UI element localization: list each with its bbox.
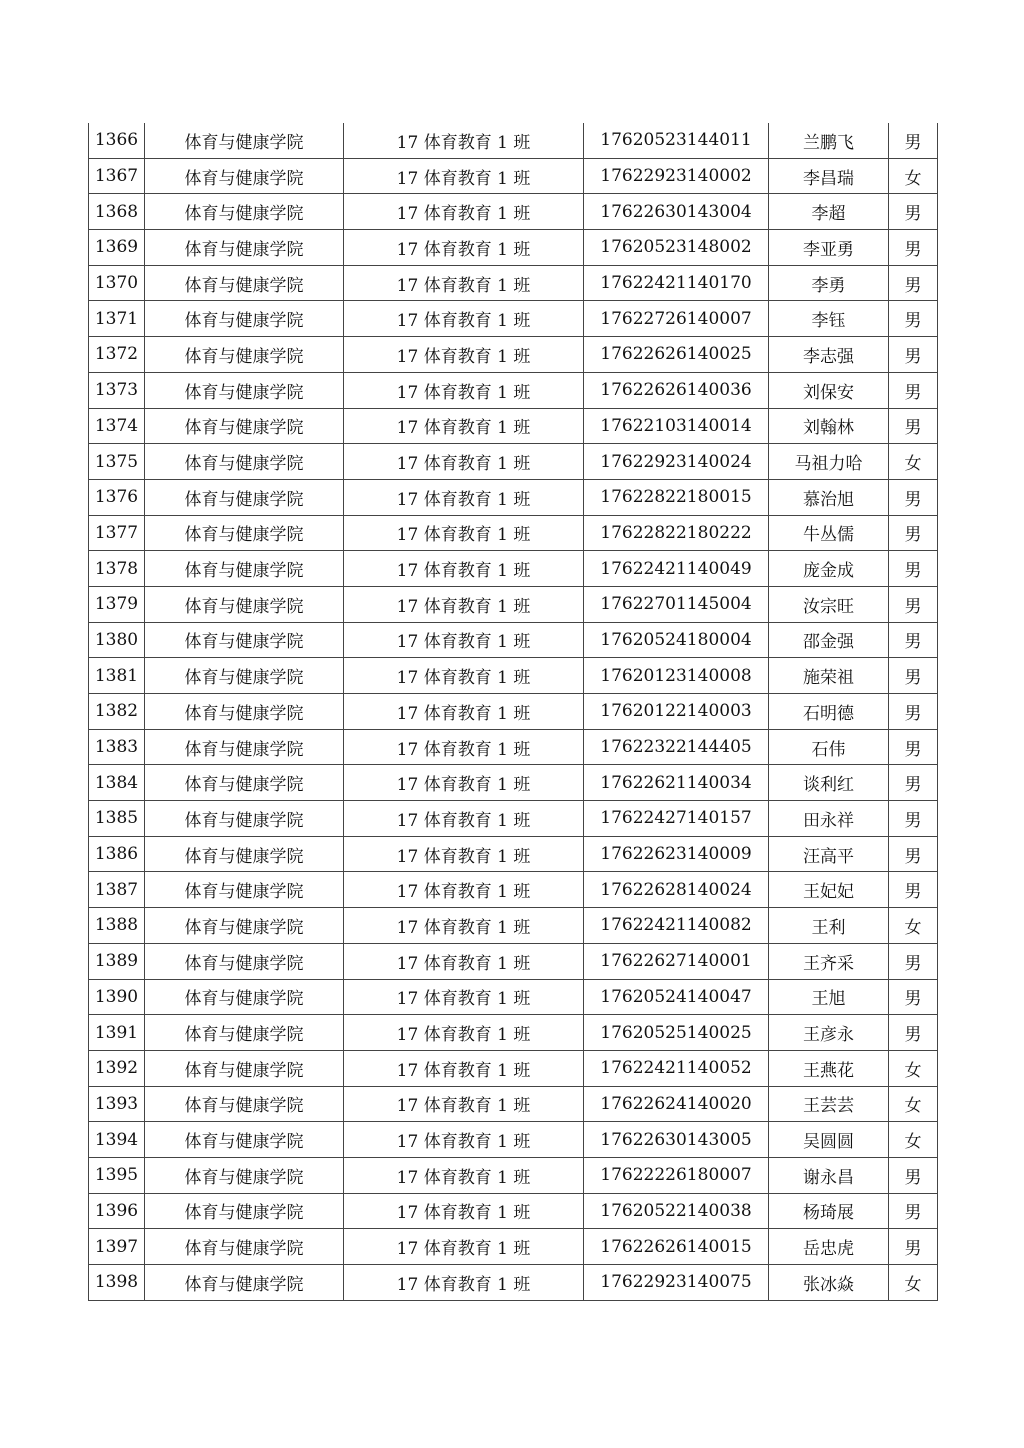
student-id-cell: 17622626140015 [584,1229,769,1265]
row-number-cell: 1389 [89,943,145,979]
gender-cell: 男 [889,622,938,658]
row-number-cell: 1391 [89,1015,145,1051]
college-cell: 体育与健康学院 [145,872,344,908]
gender-cell: 男 [889,658,938,694]
gender-cell: 男 [889,836,938,872]
table-row [89,408,938,444]
table-row [89,372,938,408]
student-name-cell: 李勇 [769,265,889,301]
gender-cell: 男 [889,729,938,765]
college-cell: 体育与健康学院 [145,1122,344,1158]
student-name-cell: 汪高平 [769,836,889,872]
student-name-cell: 王燕花 [769,1050,889,1086]
gender-cell: 女 [889,1122,938,1158]
college-cell: 体育与健康学院 [145,1265,344,1301]
college-cell: 体育与健康学院 [145,943,344,979]
student-id-cell: 17622226180007 [584,1157,769,1193]
class-cell: 17 体育教育 1 班 [344,908,584,944]
row-number-cell: 1366 [89,123,145,158]
table-row [89,444,938,480]
row-number-cell: 1368 [89,194,145,230]
table-row [89,1086,938,1122]
gender-cell: 男 [889,337,938,373]
table-row [89,765,938,801]
row-number-cell: 1367 [89,158,145,194]
table-row [89,872,938,908]
college-cell: 体育与健康学院 [145,801,344,837]
student-id-cell: 17622427140157 [584,801,769,837]
class-cell: 17 体育教育 1 班 [344,479,584,515]
gender-cell: 女 [889,1050,938,1086]
class-cell: 17 体育教育 1 班 [344,1086,584,1122]
student-id-cell: 17622628140024 [584,872,769,908]
gender-cell: 男 [889,1157,938,1193]
gender-cell: 男 [889,765,938,801]
table-row [89,194,938,230]
row-number-cell: 1387 [89,872,145,908]
college-cell: 体育与健康学院 [145,158,344,194]
college-cell: 体育与健康学院 [145,230,344,266]
student-id-cell: 17622822180222 [584,515,769,551]
table-row [89,158,938,194]
row-number-cell: 1397 [89,1229,145,1265]
student-name-cell: 兰鹏飞 [769,123,889,158]
college-cell: 体育与健康学院 [145,1050,344,1086]
college-cell: 体育与健康学院 [145,586,344,622]
college-cell: 体育与健康学院 [145,337,344,373]
gender-cell: 男 [889,943,938,979]
college-cell: 体育与健康学院 [145,1229,344,1265]
student-name-cell: 王芸芸 [769,1086,889,1122]
gender-cell: 男 [889,801,938,837]
gender-cell: 男 [889,265,938,301]
class-cell: 17 体育教育 1 班 [344,872,584,908]
table-row [89,230,938,266]
student-id-cell: 17620523148002 [584,230,769,266]
class-cell: 17 体育教育 1 班 [344,444,584,480]
college-cell: 体育与健康学院 [145,765,344,801]
table-row [89,1122,938,1158]
college-cell: 体育与健康学院 [145,836,344,872]
class-cell: 17 体育教育 1 班 [344,801,584,837]
class-cell: 17 体育教育 1 班 [344,551,584,587]
class-cell: 17 体育教育 1 班 [344,158,584,194]
student-name-cell: 施荣祖 [769,658,889,694]
student-name-cell: 李超 [769,194,889,230]
roster-body [89,123,938,1300]
gender-cell: 男 [889,694,938,730]
table-row [89,836,938,872]
class-cell: 17 体育教育 1 班 [344,1193,584,1229]
row-number-cell: 1388 [89,908,145,944]
student-id-cell: 17620122140003 [584,694,769,730]
row-number-cell: 1377 [89,515,145,551]
student-name-cell: 王齐采 [769,943,889,979]
gender-cell: 男 [889,230,938,266]
student-id-cell: 17620524180004 [584,622,769,658]
row-number-cell: 1381 [89,658,145,694]
gender-cell: 男 [889,872,938,908]
row-number-cell: 1393 [89,1086,145,1122]
gender-cell: 男 [889,1193,938,1229]
college-cell: 体育与健康学院 [145,265,344,301]
student-id-cell: 17622421140082 [584,908,769,944]
student-id-cell: 17622626140036 [584,372,769,408]
gender-cell: 男 [889,194,938,230]
class-cell: 17 体育教育 1 班 [344,230,584,266]
student-id-cell: 17620523144011 [584,123,769,158]
student-name-cell: 马祖力哈 [769,444,889,480]
table-row [89,1229,938,1265]
student-id-cell: 17620524140047 [584,979,769,1015]
table-row [89,1050,938,1086]
class-cell: 17 体育教育 1 班 [344,622,584,658]
gender-cell: 女 [889,444,938,480]
table-row [89,622,938,658]
class-cell: 17 体育教育 1 班 [344,408,584,444]
row-number-cell: 1376 [89,479,145,515]
student-id-cell: 17620525140025 [584,1015,769,1051]
student-name-cell: 李钰 [769,301,889,337]
table-row [89,658,938,694]
class-cell: 17 体育教育 1 班 [344,729,584,765]
college-cell: 体育与健康学院 [145,301,344,337]
college-cell: 体育与健康学院 [145,658,344,694]
class-cell: 17 体育教育 1 班 [344,979,584,1015]
row-number-cell: 1396 [89,1193,145,1229]
student-id-cell: 17622322144405 [584,729,769,765]
table-row [89,337,938,373]
college-cell: 体育与健康学院 [145,551,344,587]
row-number-cell: 1398 [89,1265,145,1301]
student-id-cell: 17622421140049 [584,551,769,587]
student-id-cell: 17622923140075 [584,1265,769,1301]
class-cell: 17 体育教育 1 班 [344,1265,584,1301]
student-name-cell: 王妃妃 [769,872,889,908]
class-cell: 17 体育教育 1 班 [344,658,584,694]
table-row [89,908,938,944]
student-id-cell: 17622630143004 [584,194,769,230]
student-id-cell: 17622726140007 [584,301,769,337]
row-number-cell: 1369 [89,230,145,266]
row-number-cell: 1372 [89,337,145,373]
class-cell: 17 体育教育 1 班 [344,1050,584,1086]
table-row [89,694,938,730]
college-cell: 体育与健康学院 [145,622,344,658]
class-cell: 17 体育教育 1 班 [344,586,584,622]
row-number-cell: 1382 [89,694,145,730]
student-name-cell: 李亚勇 [769,230,889,266]
class-cell: 17 体育教育 1 班 [344,337,584,373]
gender-cell: 男 [889,479,938,515]
student-id-cell: 17620522140038 [584,1193,769,1229]
gender-cell: 男 [889,979,938,1015]
student-name-cell: 石明德 [769,694,889,730]
table-row [89,1193,938,1229]
college-cell: 体育与健康学院 [145,194,344,230]
college-cell: 体育与健康学院 [145,372,344,408]
gender-cell: 男 [889,372,938,408]
gender-cell: 女 [889,158,938,194]
class-cell: 17 体育教育 1 班 [344,1015,584,1051]
table-row [89,265,938,301]
student-id-cell: 17622421140052 [584,1050,769,1086]
table-row [89,729,938,765]
row-number-cell: 1390 [89,979,145,1015]
table-row [89,123,938,158]
student-name-cell: 田永祥 [769,801,889,837]
student-name-cell: 牛丛儒 [769,515,889,551]
row-number-cell: 1379 [89,586,145,622]
class-cell: 17 体育教育 1 班 [344,123,584,158]
table-row [89,943,938,979]
student-id-cell: 17622624140020 [584,1086,769,1122]
table-row [89,1157,938,1193]
student-id-cell: 17622923140002 [584,158,769,194]
gender-cell: 男 [889,551,938,587]
student-id-cell: 17622627140001 [584,943,769,979]
row-number-cell: 1386 [89,836,145,872]
college-cell: 体育与健康学院 [145,1193,344,1229]
college-cell: 体育与健康学院 [145,694,344,730]
student-name-cell: 邵金强 [769,622,889,658]
college-cell: 体育与健康学院 [145,444,344,480]
college-cell: 体育与健康学院 [145,979,344,1015]
class-cell: 17 体育教育 1 班 [344,515,584,551]
gender-cell: 女 [889,1086,938,1122]
college-cell: 体育与健康学院 [145,908,344,944]
gender-cell: 男 [889,1229,938,1265]
row-number-cell: 1371 [89,301,145,337]
table-row [89,1015,938,1051]
gender-cell: 男 [889,1015,938,1051]
row-number-cell: 1392 [89,1050,145,1086]
table-row [89,479,938,515]
gender-cell: 女 [889,908,938,944]
table-row [89,515,938,551]
student-name-cell: 石伟 [769,729,889,765]
student-name-cell: 王彦永 [769,1015,889,1051]
student-id-cell: 17622822180015 [584,479,769,515]
class-cell: 17 体育教育 1 班 [344,265,584,301]
college-cell: 体育与健康学院 [145,1015,344,1051]
student-name-cell: 王利 [769,908,889,944]
college-cell: 体育与健康学院 [145,1157,344,1193]
college-cell: 体育与健康学院 [145,515,344,551]
gender-cell: 男 [889,301,938,337]
student-id-cell: 17622923140024 [584,444,769,480]
table-row [89,801,938,837]
student-name-cell: 刘翰林 [769,408,889,444]
college-cell: 体育与健康学院 [145,479,344,515]
class-cell: 17 体育教育 1 班 [344,194,584,230]
row-number-cell: 1385 [89,801,145,837]
student-name-cell: 庞金成 [769,551,889,587]
student-name-cell: 谢永昌 [769,1157,889,1193]
class-cell: 17 体育教育 1 班 [344,694,584,730]
table-row [89,1265,938,1301]
student-name-cell: 王旭 [769,979,889,1015]
row-number-cell: 1394 [89,1122,145,1158]
row-number-cell: 1374 [89,408,145,444]
row-number-cell: 1370 [89,265,145,301]
gender-cell: 男 [889,123,938,158]
gender-cell: 女 [889,1265,938,1301]
student-name-cell: 谈利红 [769,765,889,801]
gender-cell: 男 [889,408,938,444]
student-id-cell: 17622630143005 [584,1122,769,1158]
row-number-cell: 1378 [89,551,145,587]
college-cell: 体育与健康学院 [145,408,344,444]
class-cell: 17 体育教育 1 班 [344,1122,584,1158]
student-id-cell: 17622623140009 [584,836,769,872]
class-cell: 17 体育教育 1 班 [344,1229,584,1265]
row-number-cell: 1383 [89,729,145,765]
student-name-cell: 李昌瑞 [769,158,889,194]
class-cell: 17 体育教育 1 班 [344,372,584,408]
table-row [89,586,938,622]
row-number-cell: 1375 [89,444,145,480]
student-name-cell: 吴圆圆 [769,1122,889,1158]
student-id-cell: 17622103140014 [584,408,769,444]
student-id-cell: 17622701145004 [584,586,769,622]
student-id-cell: 17622421140170 [584,265,769,301]
class-cell: 17 体育教育 1 班 [344,836,584,872]
student-name-cell: 李志强 [769,337,889,373]
student-name-cell: 岳忠虎 [769,1229,889,1265]
student-name-cell: 慕治旭 [769,479,889,515]
college-cell: 体育与健康学院 [145,123,344,158]
student-name-cell: 刘保安 [769,372,889,408]
student-roster-table [88,123,938,1301]
row-number-cell: 1373 [89,372,145,408]
college-cell: 体育与健康学院 [145,729,344,765]
student-id-cell: 17620123140008 [584,658,769,694]
table-row [89,979,938,1015]
student-id-cell: 17622626140025 [584,337,769,373]
student-name-cell: 汝宗旺 [769,586,889,622]
class-cell: 17 体育教育 1 班 [344,1157,584,1193]
gender-cell: 男 [889,515,938,551]
class-cell: 17 体育教育 1 班 [344,765,584,801]
class-cell: 17 体育教育 1 班 [344,301,584,337]
table-row [89,551,938,587]
student-id-cell: 17622621140034 [584,765,769,801]
gender-cell: 男 [889,586,938,622]
row-number-cell: 1384 [89,765,145,801]
college-cell: 体育与健康学院 [145,1086,344,1122]
student-name-cell: 杨琦展 [769,1193,889,1229]
row-number-cell: 1395 [89,1157,145,1193]
class-cell: 17 体育教育 1 班 [344,943,584,979]
row-number-cell: 1380 [89,622,145,658]
student-name-cell: 张冰焱 [769,1265,889,1301]
table-row [89,301,938,337]
